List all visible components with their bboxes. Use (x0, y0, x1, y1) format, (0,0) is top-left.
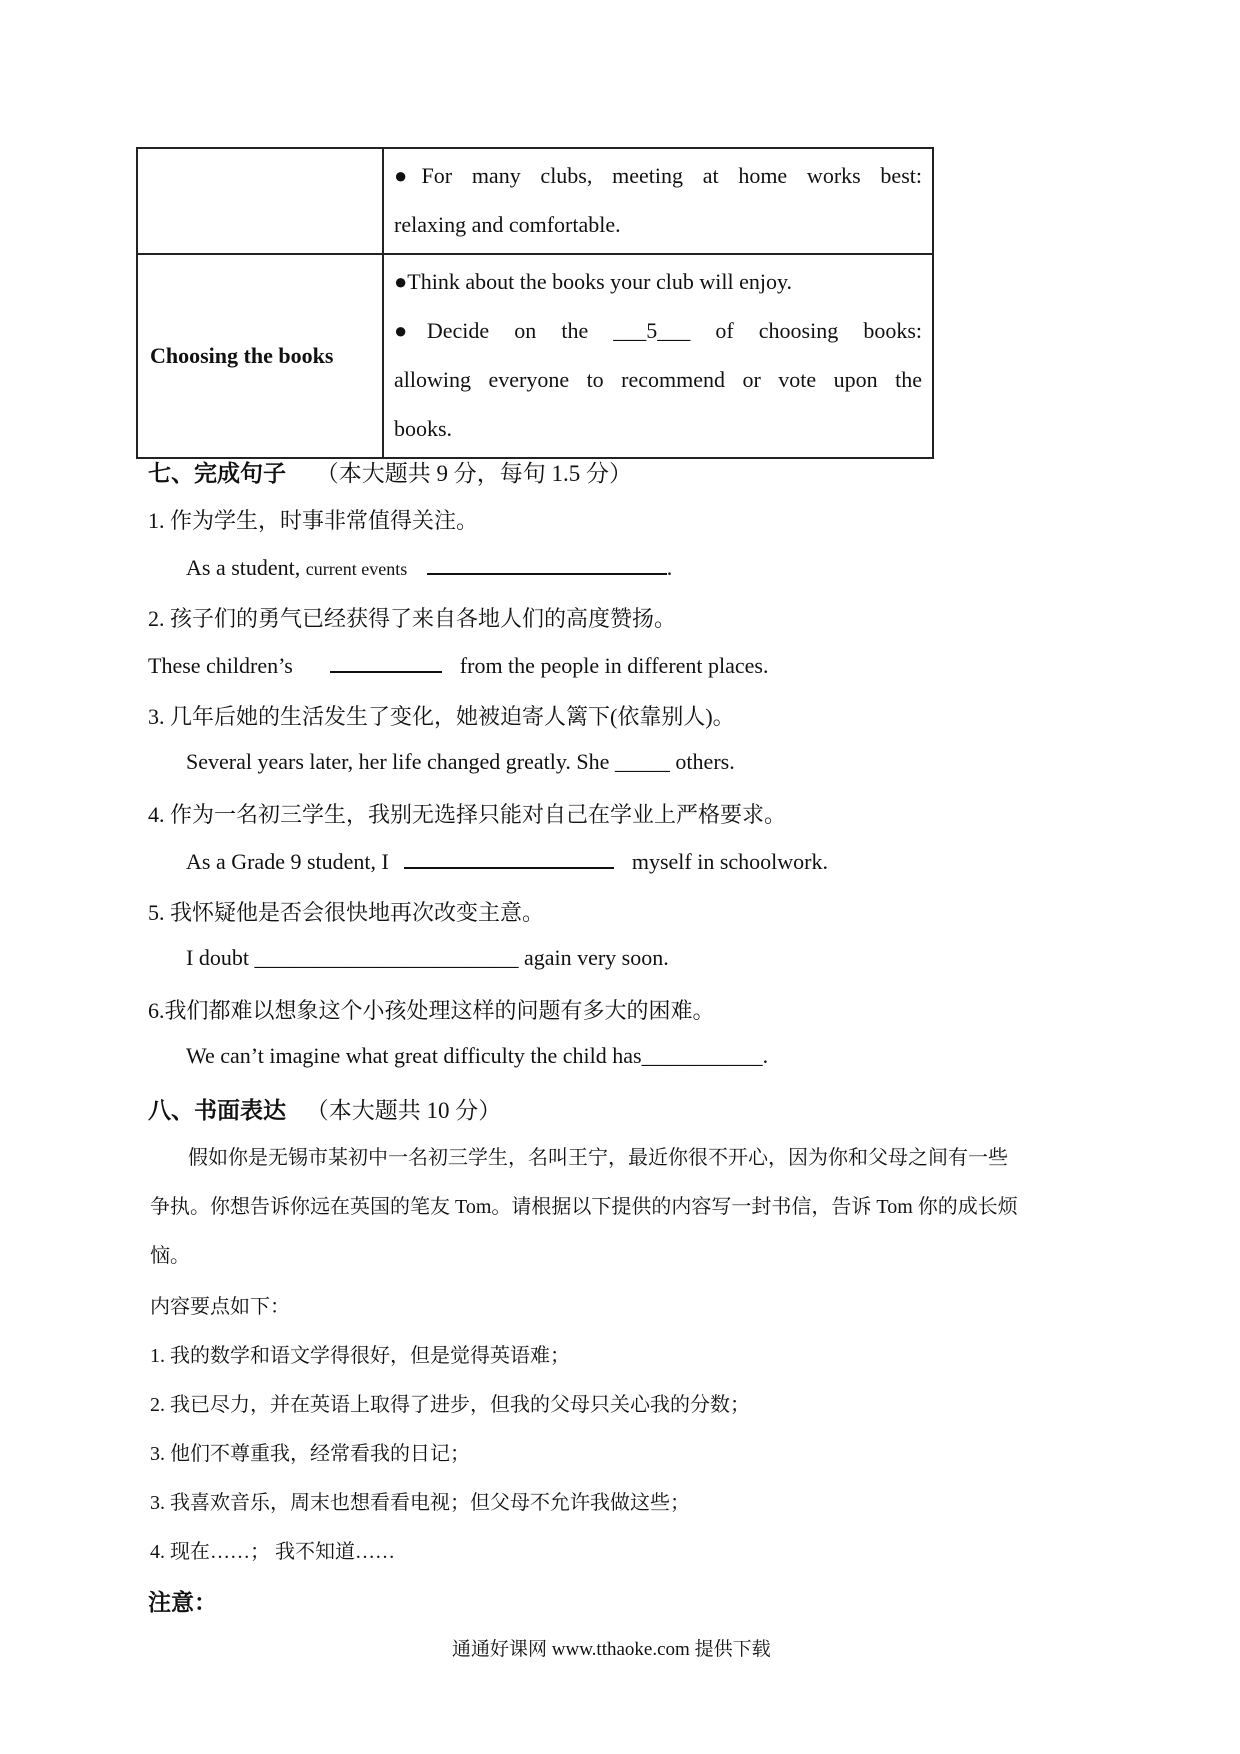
bullet-text-continued: allowing everyone to recommend or vote upon the (394, 367, 922, 392)
table-cell-right (383, 254, 933, 458)
question-en-text: As a student, (186, 555, 301, 580)
question-cn: 4. 作为一名初三学生，我别无选择只能对自己在学业上严格要求。 (148, 802, 787, 827)
question-cn: 5. 我怀疑他是否会很快地再次改变主意。 (148, 900, 545, 925)
question-en: Several years later, her life changed greatly. She _____ others. (186, 749, 735, 774)
bullet-text: ●For many clubs, meeting at home works best: (394, 163, 922, 188)
answer-blank[interactable] (427, 553, 667, 575)
writing-prompt-line: 假如你是无锡市某初中一名初三学生，名叫王宁，最近你很不开心，因为你和父母之间有一些 (188, 1147, 1008, 1169)
attention-label: 注意： (148, 1590, 217, 1615)
bullet-text: ●Think about the books your club will enjoy. (394, 269, 793, 294)
question-en: We can’t imagine what great difficulty the child has___________. (186, 1043, 769, 1068)
table-cell-left (137, 148, 383, 254)
list-item: 4. 现在……； 我不知道…… (150, 1541, 395, 1563)
answer-blank[interactable] (404, 847, 614, 869)
question-en-text: As a Grade 9 student, I (186, 849, 389, 874)
table-cell-right (383, 148, 933, 254)
question-en-text: from the people in different places. (459, 653, 769, 678)
question-en: I doubt ________________________ again very soon. (186, 945, 669, 970)
answer-blank[interactable] (330, 651, 442, 673)
table-row (137, 148, 933, 254)
question-en (186, 553, 672, 581)
question-cn: 1. 作为学生，时事非常值得关注。 (148, 508, 479, 533)
question-en-text: current events (305, 559, 408, 579)
question-cn: 6.我们都难以想象这个小孩处理这样的问题有多大的困难。 (148, 998, 715, 1023)
list-item: 2. 我已尽力，并在英语上取得了进步，但我的父母只关心我的分数； (150, 1394, 750, 1416)
writing-prompt-line: 恼。 (150, 1245, 190, 1267)
section-note: （本大题共 9 分，每句 1.5 分） (315, 461, 632, 486)
question-en (186, 847, 828, 875)
bullet-text: ●Decide on the ___5___ of choosing books: (394, 318, 922, 343)
question-en (148, 651, 769, 679)
page-footer: 通通好课网 www.tthaoke.com 提供下载 (452, 1639, 771, 1660)
question-en-text: These children’s (148, 653, 293, 678)
writing-prompt-line: 争执。你想告诉你远在英国的笔友 Tom。请根据以下提供的内容写一封书信，告诉 Tom 你的成长烦 (150, 1196, 1018, 1218)
section-title: 七、完成句子 (148, 461, 286, 486)
question-en-text: myself in schoolwork. (631, 849, 828, 874)
book-club-table (136, 147, 934, 459)
bullet-text-continued: books. (394, 416, 453, 441)
points-title: 内容要点如下： (150, 1296, 290, 1318)
bullet-text-continued: relaxing and comfortable. (394, 212, 621, 237)
table-cell-label: Choosing the books (137, 254, 383, 458)
section-title: 八、书面表达 (148, 1098, 286, 1123)
list-item: 1. 我的数学和语文学得很好，但是觉得英语难； (150, 1345, 570, 1367)
question-cn: 3. 几年后她的生活发生了变化，她被迫寄人篱下(依靠别人)。 (148, 704, 735, 729)
section-7-heading (148, 455, 632, 488)
section-note: （本大题共 10 分） (305, 1098, 502, 1123)
question-cn: 2. 孩子们的勇气已经获得了来自各地人们的高度赞扬。 (148, 606, 677, 631)
list-item: 3. 他们不尊重我，经常看我的日记； (150, 1443, 470, 1465)
section-8-heading (148, 1092, 501, 1125)
list-item: 3. 我喜欢音乐，周末也想看看电视；但父母不允许我做这些； (150, 1492, 690, 1514)
question-en-text: . (666, 555, 673, 580)
table-row (137, 254, 933, 458)
